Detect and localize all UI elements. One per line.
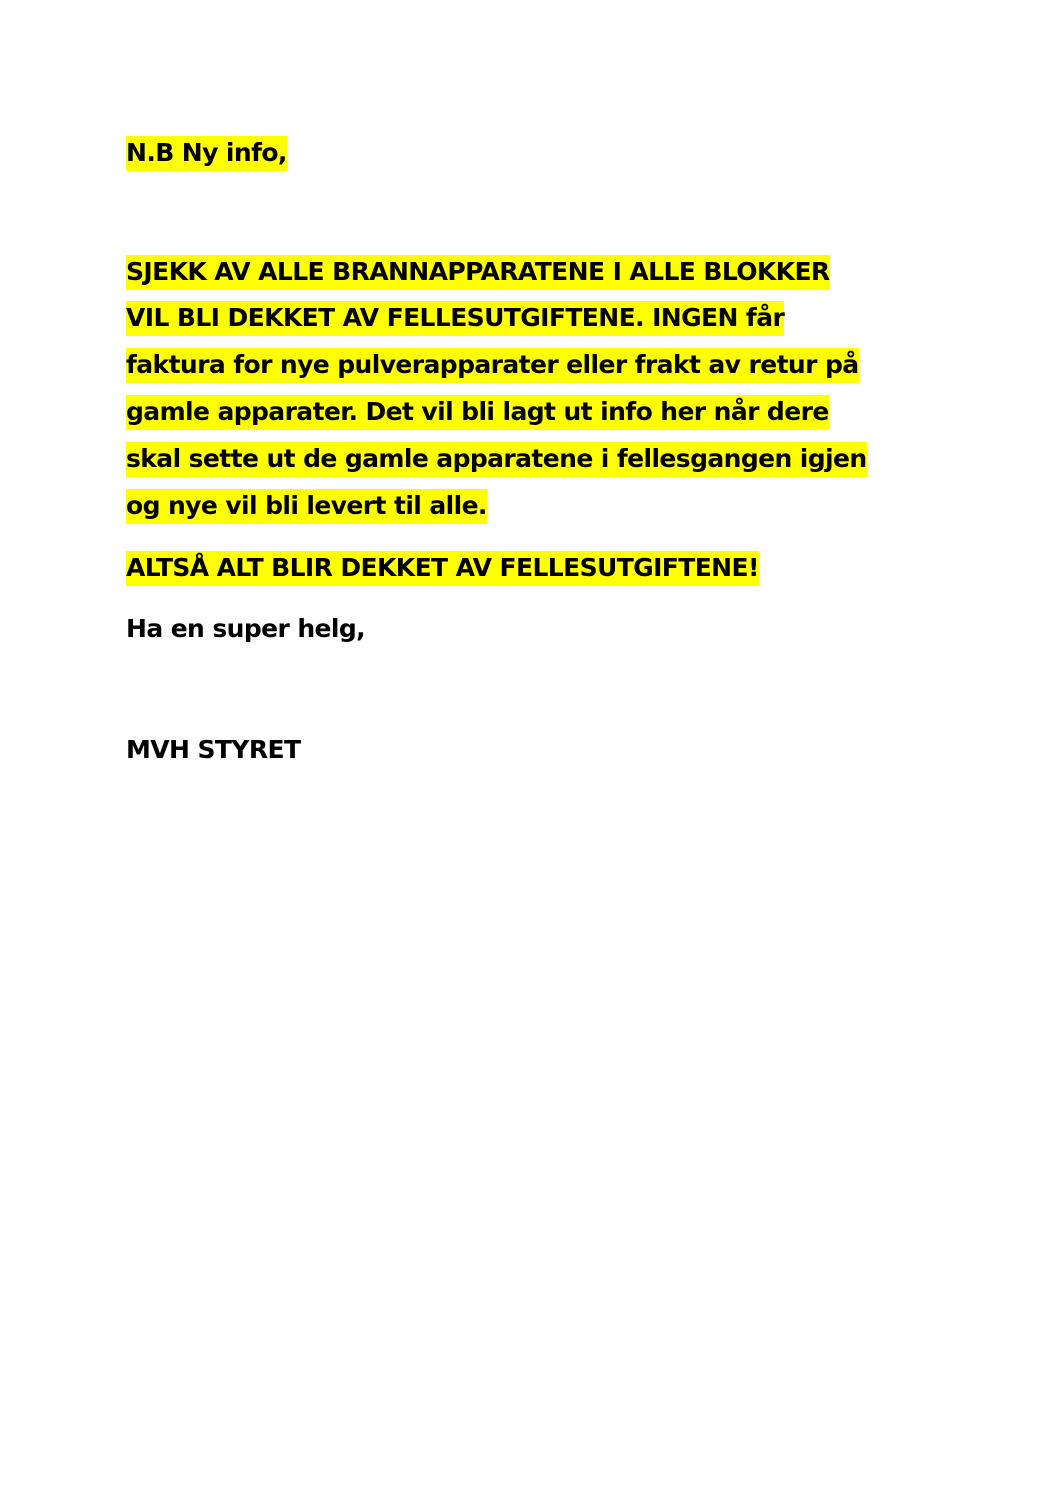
signature-text: MVH STYRET	[126, 735, 301, 764]
paragraph-text: skal sette ut de gamle apparatene i fellesgangen igjen	[126, 442, 867, 477]
paragraph-text: og nye vil bli levert til alle.	[126, 489, 487, 524]
paragraph-line-3	[126, 345, 859, 385]
heading-text: N.B Ny info,	[126, 136, 287, 171]
paragraph-text: gamle apparater. Det vil bli lagt ut info her når dere	[126, 395, 829, 430]
paragraph-line-6	[126, 486, 487, 526]
paragraph-line-2	[126, 298, 784, 338]
paragraph-text: SJEKK AV ALLE BRANNAPPARATENE I ALLE BLOKKER	[126, 255, 830, 290]
heading-line	[126, 133, 287, 173]
greeting-line	[126, 609, 365, 649]
paragraph-text: VIL BLI DEKKET AV FELLESUTGIFTENE. INGEN får	[126, 301, 784, 336]
emphasis-text: ALTSÅ ALT BLIR DEKKET AV FELLESUTGIFTENE!	[126, 551, 759, 586]
signature-line	[126, 730, 300, 770]
emphasis-line	[126, 548, 759, 588]
paragraph-text: faktura for nye pulverapparater eller frakt av retur på	[126, 348, 859, 383]
paragraph-line-5	[126, 439, 867, 479]
greeting-text: Ha en super helg,	[126, 614, 366, 643]
paragraph-line-1	[126, 252, 830, 292]
paragraph-line-4	[126, 392, 829, 432]
